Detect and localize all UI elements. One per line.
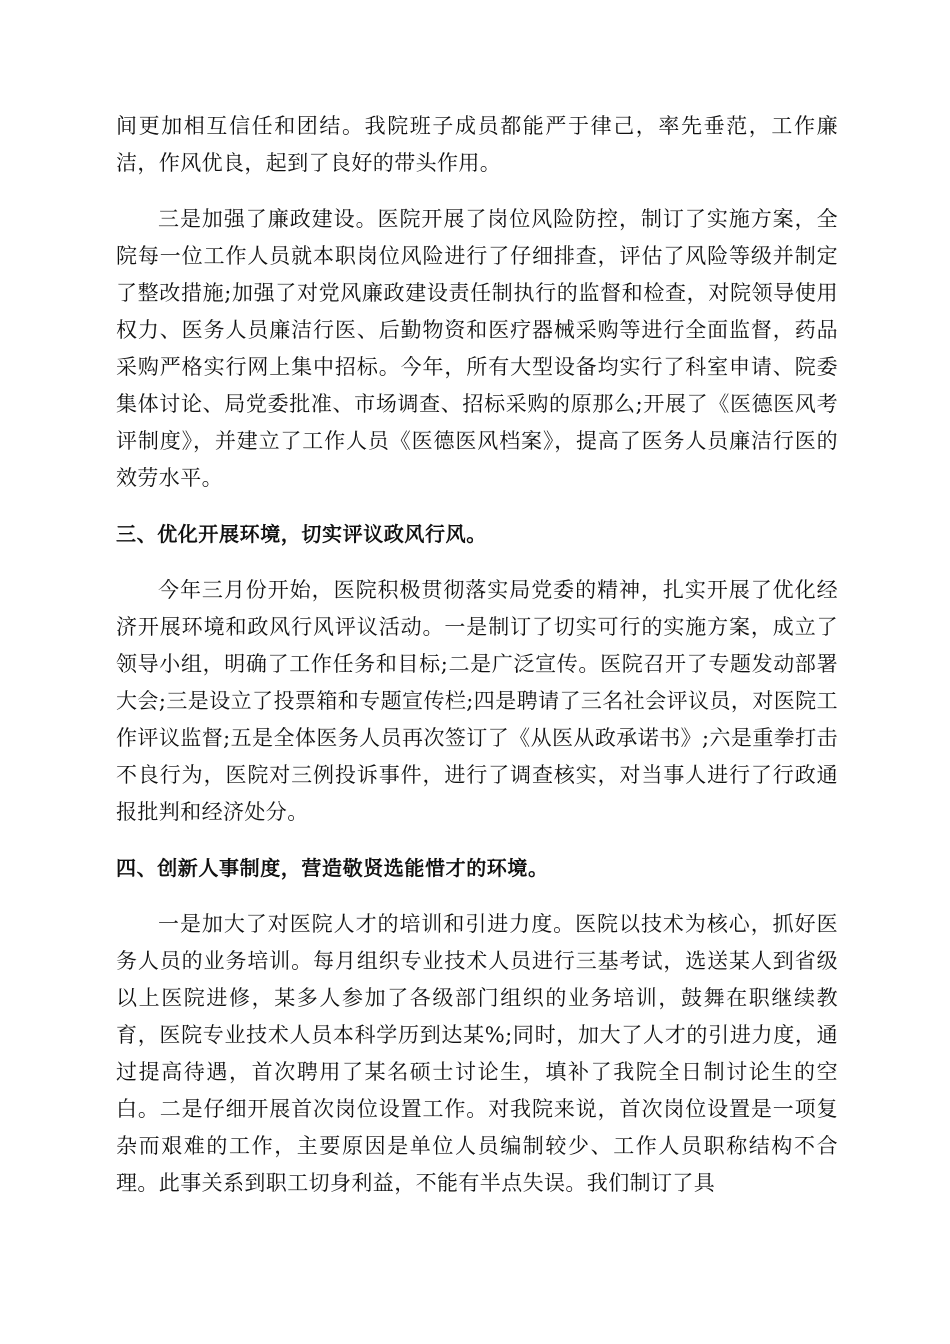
section-heading-four: 四、创新人事制度，营造敬贤选能惜才的环境。 bbox=[116, 856, 549, 880]
paragraph-integrity-building: 三是加强了廉政建设。医院开展了岗位风险防控，制订了实施方案，全院每一位工作人员就本职岗位风险进行了仔细排查，评估了风险等级并制定了整改措施;加强了对党风廉政建设责任制执行的监督和检查，对院领导使用权力、医务人员廉洁行医、后勤物资和医疗器械采购等进行全面监督，药品采购严格实行网上集中招标。今年，所有大型设备均实行了科室申请、院委集体讨论、局党委批准、市场调查、招标采购的原那么;开展了《医德医风考评制度》，并建立了工作人员《医德医风档案》，提高了医务人员廉洁行医的效劳水平。 bbox=[116, 207, 838, 490]
paragraph-personnel-system: 一是加大了对医院人才的培训和引进力度。医院以技术为核心，抓好医务人员的业务培训。每月组织专业技术人员进行三基考试，选送某人到省级以上医院进修，某多人参加了各级部门组织的业务培训，鼓舞在职继续教育，医院专业技术人员本科学历到达某%;同时，加大了人才的引进力度，通过提高待遇，首次聘用了某名硕士讨论生，填补了我院全日制讨论生的空白。二是仔细开展首次岗位设置工作。对我院来说，首次岗位设置是一项复杂而艰难的工作，主要原因是单位人员编制较少、工作人员职称结构不合理。此事关系到职工切身利益，不能有半点失误。我们制订了具 bbox=[116, 912, 838, 1195]
document-page bbox=[116, 108, 838, 1221]
section-heading-three: 三、优化开展环境，切实评议政风行风。 bbox=[116, 522, 487, 546]
paragraph-continued: 间更加相互信任和团结。我院班子成员都能严于律己，率先垂范，工作廉洁，作风优良，起到了良好的带头作用。 bbox=[116, 114, 838, 175]
paragraph-evaluation-activities: 今年三月份开始，医院积极贯彻落实局党委的精神，扎实开展了优化经济开展环境和政风行风评议活动。一是制订了切实可行的实施方案，成立了领导小组，明确了工作任务和目标;二是广泛宣传。医院召开了专题发动部署大会;三是设立了投票箱和专题宣传栏;四是聘请了三名社会评议员，对医院工作评议监督;五是全体医务人员再次签订了《从医从政承诺书》;六是重拳打击不良行为，医院对三例投诉事件，进行了调查核实，对当事人进行了行政通报批判和经济处分。 bbox=[116, 578, 838, 824]
